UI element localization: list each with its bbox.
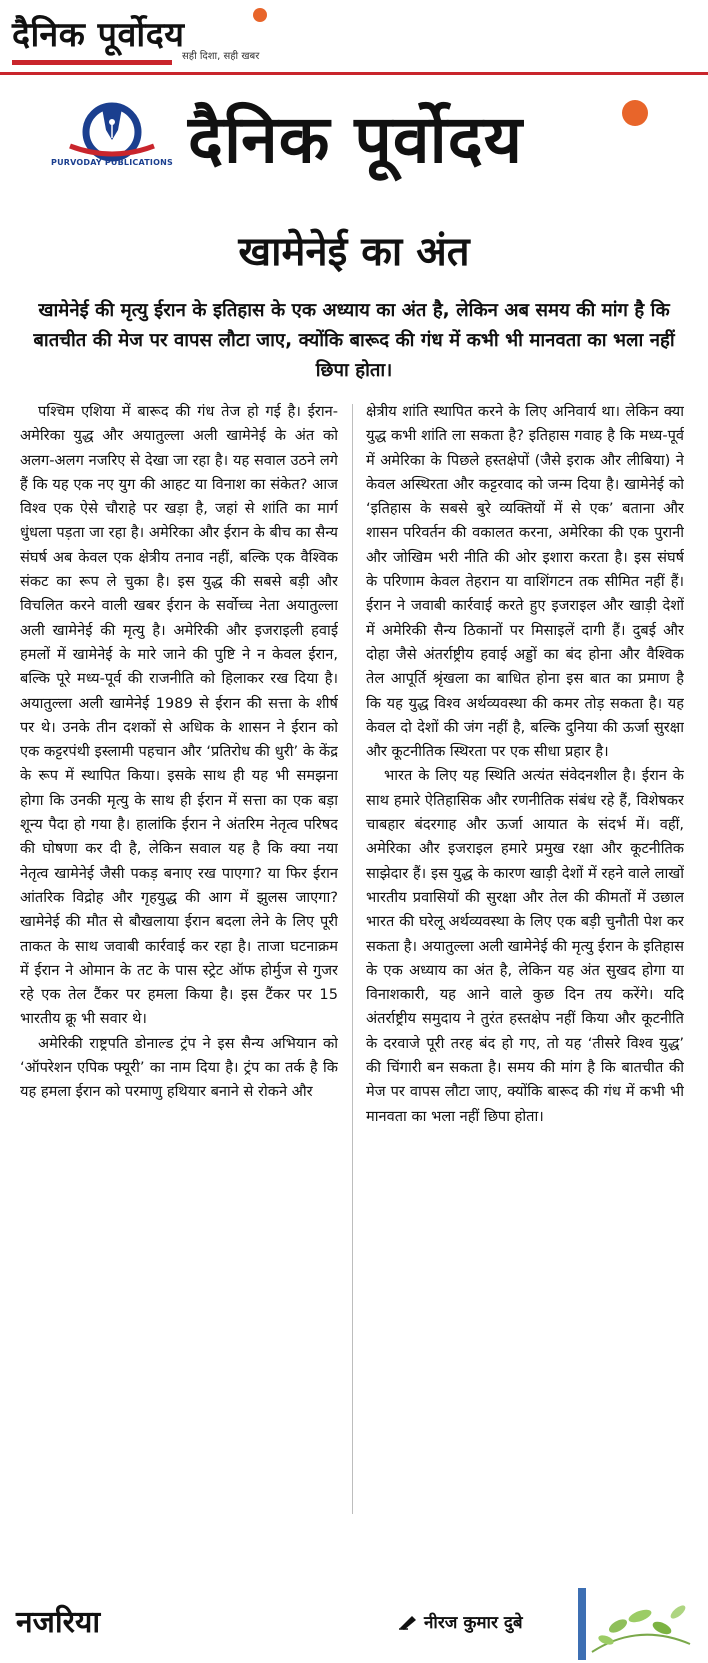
leaf-decoration-icon [578,1582,696,1660]
paragraph: अमेरिकी राष्ट्रपति डोनाल्ड ट्रंप ने इस सैन्य अभियान को ‘ऑपरेशन एपिक फ्यूरी’ का नाम दिया है। ट्रंप का तर्क है कि यह हमला ईरान को परमाणु हथियार बनाने से रोकने और [20,1034,338,1101]
left-column [20,400,338,1520]
author-name: नीरज कुमार दुबे [424,1613,523,1633]
article-body [20,400,688,1520]
paragraph: भारत के लिए यह स्थिति अत्यंत संवेदनशील है। ईरान के साथ हमारे ऐतिहासिक और रणनीतिक संबंध रहे हैं, विशेषकर चाबहार बंदरगाह और ऊर्जा आयात के संदर्भ में। वहीं, अमेरिका और इजराइल हमारे प्रमुख रक्षा और कूटनीतिक साझेदार हैं। इस युद्ध के कारण खाड़ी देशों में रहने वाले लाखों भारतीय प्रवासियों की सुरक्षा और तेल की कीमतों में उछाल भारत की घरेलू अर्थव्यवस्था के लिए एक बड़ी चुनौती पेश कर सकता है। अयातुल्ला अली खामेनेई की मृत्यु ईरान के इतिहास के एक अध्याय का अंत है, लेकिन यह अंत सुखद होगा या विनाशकारी, यह आने वाले कुछ दिन तय करेंगे। यदि अंतर्राष्ट्रीय समुदाय ने तुरंत हस्तक्षेप नहीं किया और कूटनीति के दरवाजे पूरी तरह बंद हो गए, तो यह ‘तीसरे विश्व युद्ध’ की चिंगारी बन सकता है। समय की मांग है कि बातचीत की मेज पर वापस लौटा जाए, क्योंकि बारूद की गंध में कभी भी मानवता का भला नहीं छिपा होता। [366,767,684,1125]
top-strip [0,0,708,75]
column-divider [352,404,353,1514]
article-headline: खामेनेई का अंत [238,229,470,275]
big-sun-icon [622,100,648,126]
author-byline [424,1610,523,1633]
main-brand-title: दैनिक पूर्वोदय [188,101,524,178]
footer [0,1580,708,1663]
right-column [366,400,684,1520]
section-label: नजरिया [16,1605,101,1640]
small-tagline: सही दिशा, सही खबर [182,51,260,62]
publisher-caption: PURVODAY PUBLICATIONS [51,158,173,167]
masthead [0,86,708,196]
publisher-logo-icon [52,100,172,180]
brand-underline [12,60,172,65]
paragraph: क्षेत्रीय शांति स्थापित करने के लिए अनिवार्य था। लेकिन क्या युद्ध कभी शांति ला सकता है? इतिहास गवाह है कि मध्य-पूर्व में अमेरिका के पिछले हस्तक्षेपों (जैसे इराक और लीबिया) ने केवल अस्थिरता और कट्टरवाद को जन्म दिया है। खामेनेई को ‘इतिहास के सबसे बुरे व्यक्तियों में से एक’ बताना और शासन परिवर्तन की वकालत करना, अमेरिका की एक पुरानी और जोखिम भरी नीति की ओर इशारा करता है। इस संघर्ष के परिणाम केवल तेहरान या वाशिंगटन तक सीमित नहीं हैं। ईरान ने जवाबी कार्रवाई करते हुए इजराइल और खाड़ी देशों में अमेरिकी सैन्य ठिकानों पर मिसाइलें दागी हैं। दुबई और दोहा जैसे अंतर्राष्ट्रीय हवाई अड्डों का बंद होना और वैश्विक तेल आपूर्ति श्रृंखला का बाधित होना इस बात का प्रमाण है कि यह युद्ध विश्व अर्थव्यवस्था की कमर तोड़ सकता है। यह केवल दो देशों की जंग नहीं है, बल्कि दुनिया की ऊर्जा सुरक्षा और कूटनीतिक स्थिरता पर एक सीधा प्रहार है। [366,403,684,761]
pen-icon [398,1614,420,1630]
small-brand-title: दैनिक पूर्वोदय [12,15,185,55]
paragraph: पश्चिम एशिया में बारूद की गंध तेज हो गई है। ईरान-अमेरिका युद्ध और अयातुल्ला अली खामेनेई के अंत को अलग-अलग नजरिए से देखा जा रहा है। यह सवाल उठने लगे हैं कि यह एक नए युग की आहट या विनाश का संकेत? आज विश्व एक ऐसे चौराहे पर खड़ा है, जहां से शांति का मार्ग धुंधला पड़ता जा रहा है। अमेरिका और ईरान के बीच का सैन्य संघर्ष अब केवल एक क्षेत्रीय तनाव नहीं, बल्कि एक वैश्विक संकट का रूप ले चुका है। इस युद्ध की सबसे बड़ी और विचलित करने वाली खबर ईरान के सर्वोच्च नेता अयातुल्ला अली खामेनेई की मृत्यु है। अमेरिकी और इजराइली हवाई हमलों में खामेनेई के मारे जाने की पुष्टि ने न केवल ईरान, बल्कि पूरे मध्य-पूर्व की राजनीति को हिलाकर रख दिया है। अयातुल्ला अली खामेनेई 1989 से ईरान की सत्ता के शीर्ष पर थे। उनके तीन दशकों से अधिक के शासन ने ईरान को एक कट्टरपंथी इस्लामी पहचान और ‘प्रतिरोध की धुरी’ के केंद्र के रूप में स्थापित किया। इसके साथ ही यह भी समझना होगा कि उनकी मृत्यु के साथ ही ईरान में सत्ता का एक बड़ा शून्य पैदा हो गया है। हालांकि ईरान ने अंतरिम नेतृत्व परिषद की घोषणा कर दी है, लेकिन सवाल यह है कि क्या नया नेतृत्व खामेनेई जैसी पकड़ बनाए रख पाएगा? या फिर ईरान आंतरिक विद्रोह और गृहयुद्ध की आग में झुलस जाएगा? खामेनेई की मौत से बौखलाया ईरान बदला लेने के लिए पूरी ताकत के साथ जवाबी कार्रवाई कर रहा है। ताजा घटनाक्रम में ईरान ने ओमान के तट के पास स्ट्रेट ऑफ होर्मुज से गुजर रहे एक तेल टैंकर पर हमला किया है। इस टैंकर पर 15 भारतीय क्रू भी सवार थे। [20,403,338,1028]
small-sun-icon [253,8,267,22]
article-deck: खामेनेई की मृत्यु ईरान के इतिहास के एक अध्याय का अंत है, लेकिन अब समय की मांग है कि बातचीत की मेज पर वापस लौटा जाए, क्योंकि बारूद की गंध में कभी भी मानवता का भला नहीं छिपा होता। [33,300,675,381]
